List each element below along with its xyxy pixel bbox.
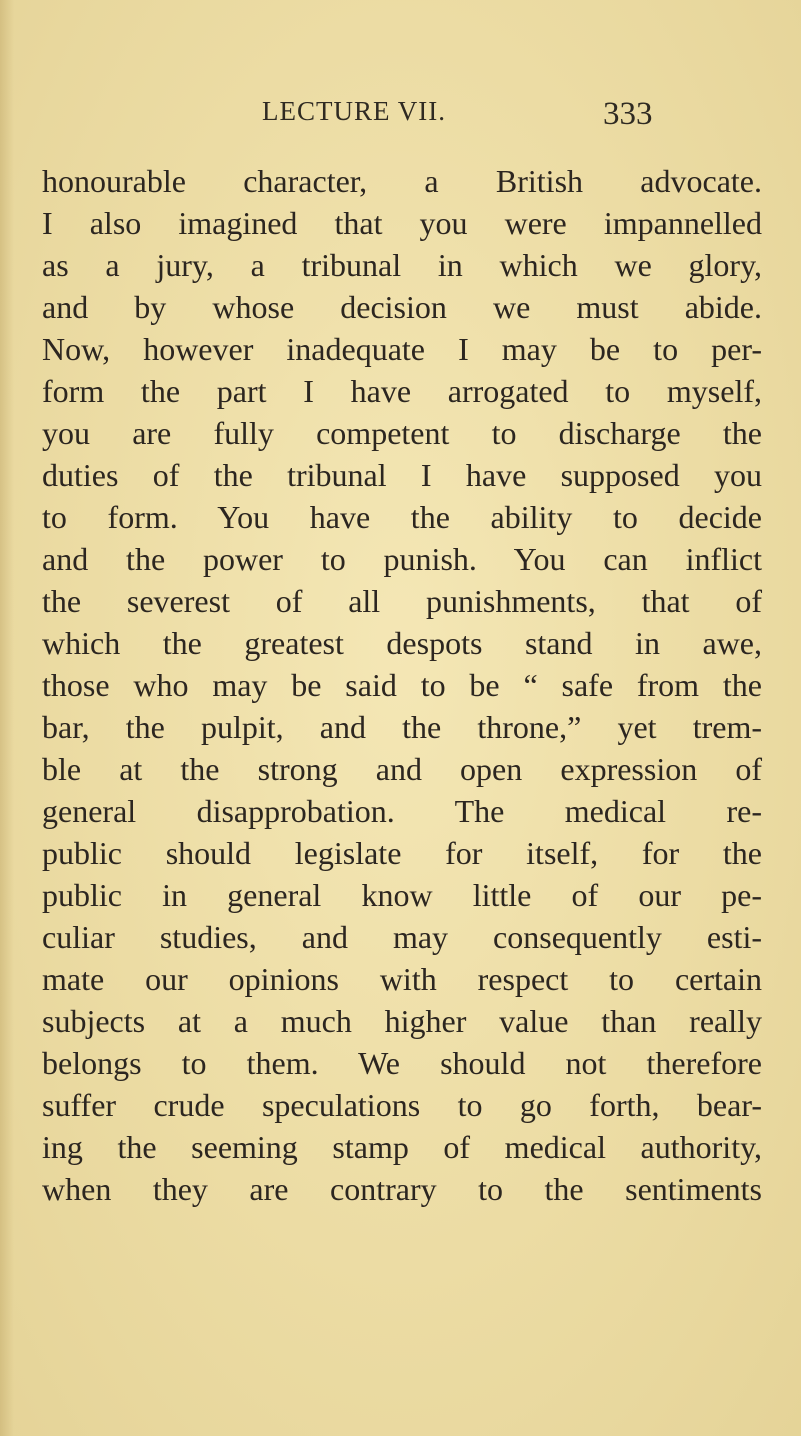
text-line: the severest of all punishments, that of [42, 583, 762, 619]
page-header [0, 96, 801, 136]
text-line: and by whose decision we must abide. [42, 289, 762, 325]
text-line: form the part I have arrogated to myself, [42, 373, 762, 409]
text-line: those who may be said to be “ safe from the [42, 667, 762, 703]
text-line: ble at the strong and open expression of [42, 751, 762, 787]
text-line: general disapprobation. The medical re- [42, 793, 762, 829]
text-line: as a jury, a tribunal in which we glory, [42, 247, 762, 283]
text-line: public in general know little of our pe- [42, 877, 762, 913]
text-line: I also imagined that you were impannelled [42, 205, 762, 241]
text-line: subjects at a much higher value than really [42, 1003, 762, 1039]
page-number: 333 [603, 96, 653, 132]
text-line: public should legislate for itself, for the [42, 835, 762, 871]
text-line: when they are contrary to the sentiments [42, 1171, 762, 1207]
text-line: belongs to them. We should not therefore [42, 1045, 762, 1081]
text-line: which the greatest despots stand in awe, [42, 625, 762, 661]
text-line: to form. You have the ability to decide [42, 499, 762, 535]
text-line: bar, the pulpit, and the throne,” yet trem- [42, 709, 762, 745]
text-line: duties of the tribunal I have supposed you [42, 457, 762, 493]
text-line: suffer crude speculations to go forth, bear- [42, 1087, 762, 1123]
text-line: culiar studies, and may consequently esti- [42, 919, 762, 955]
text-line: and the power to punish. You can inflict [42, 541, 762, 577]
body-text [42, 160, 762, 1210]
text-line: mate our opinions with respect to certain [42, 961, 762, 997]
text-line: ing the seeming stamp of medical authority, [42, 1129, 762, 1165]
text-line: you are fully competent to discharge the [42, 415, 762, 451]
text-line: Now, however inadequate I may be to per- [42, 331, 762, 367]
running-head: LECTURE VII. [262, 96, 446, 126]
text-line: honourable character, a British advocate. [42, 163, 762, 199]
